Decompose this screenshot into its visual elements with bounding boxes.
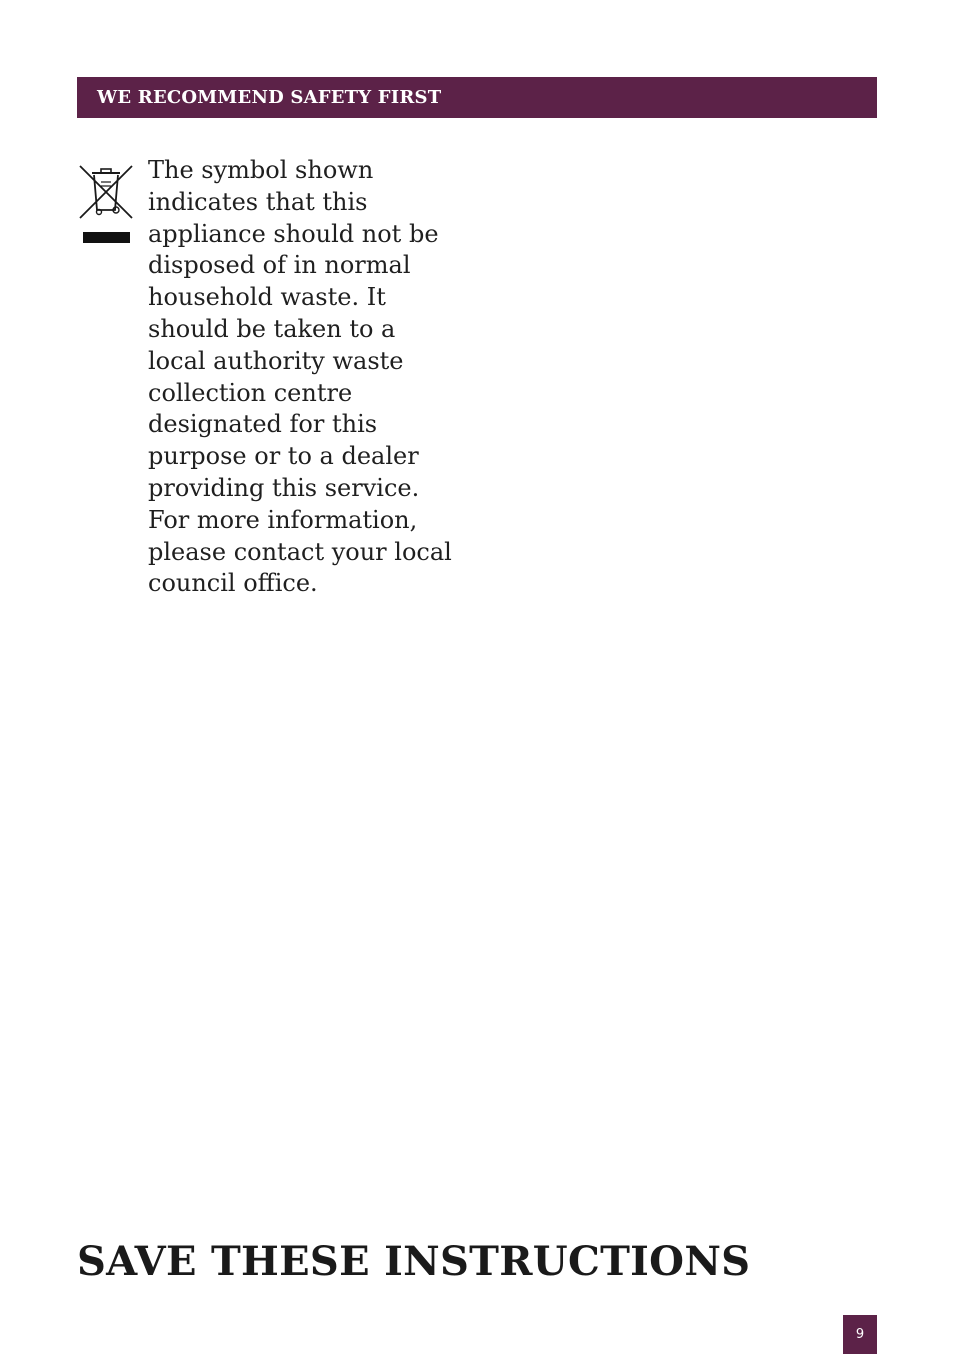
page-number-badge: 9 <box>843 1315 877 1354</box>
weee-crossed-bin-icon <box>78 162 134 244</box>
section-header-title: WE RECOMMEND SAFETY FIRST <box>97 87 442 108</box>
section-header-bar <box>77 77 877 118</box>
disposal-notice-text: The symbol shown indicates that this appliance should not be disposed of in normal household waste. It should be taken to a local authority waste collection centre designated for this purpose or to a dealer providing this service. For more information, please contact your local council office. <box>148 156 452 598</box>
save-instructions-heading: SAVE THESE INSTRUCTIONS <box>77 1238 751 1285</box>
